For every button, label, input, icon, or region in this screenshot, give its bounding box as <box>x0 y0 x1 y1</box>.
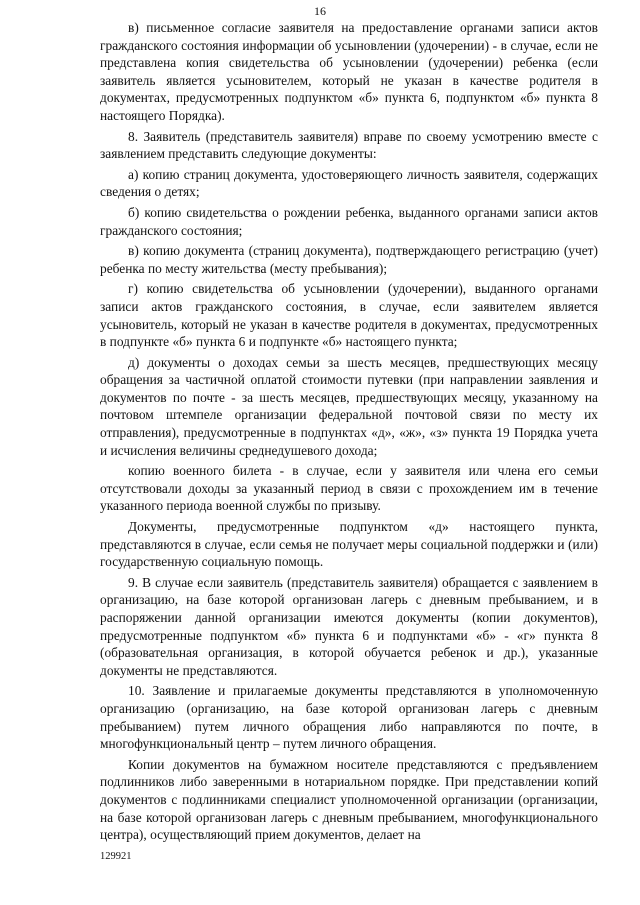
page-number: 16 <box>314 4 326 18</box>
document-body <box>100 19 598 844</box>
paragraph-8a-identity-copy: а) копию страниц документа, удостоверяющего личность заявителя, содержащих сведения о детях; <box>100 166 598 200</box>
paragraph-9: 9. В случае если заявитель (представитель заявителя) обращается с заявлением в организацию, на базе которой организован лагерь с дневным пребыванием, и в распоряжении данной организации имеются документы (копии документов), предусмотренные подпунктом «б» пункта 6 и подпунктами «б» - «г» пункта 8 (образовательная организация, в которой обучается ребенок и др.), указанные документы не представляются. <box>100 574 598 678</box>
paragraph-8v-registration: в) копию документа (страниц документа), подтверждающего регистрацию (учет) ребенка по месту жительства (месту пребывания); <box>100 243 598 276</box>
paragraph-7v-consent: в) письменное согласие заявителя на предоставление органами записи актов гражданского состояния информации об усыновлении (удочерении) - в случае, если не представлена копия свидетельства об усыновлении (удочерении) ребенка (если заявитель является усыновителем, который не указан в качестве родителя в документах, предусмотренных подпунктом «б» пункта 6, подпунктом «б» пункта 8 настоящего Порядка). <box>100 20 598 123</box>
paragraph-copies: Копии документов на бумажном носителе представляются с предъявлением подлинников либо заверенными в нотариальном порядке. При представлении копий документов с подлинниками специалист уполномоченной организации (организации, на базе которой организован лагерь с дневным пребыванием, многофункционального центра), осуществляющий прием документов, делает на <box>100 756 598 843</box>
footer-document-code: 129921 <box>100 851 132 862</box>
paragraph-documents-note: Документы, предусмотренные подпунктом «д» настоящего пункта, представляются в случае, если семья не получает меры социальной поддержки и (или) государственную социальную помощь. <box>100 519 598 570</box>
paragraph-10: 10. Заявление и прилагаемые документы представляются в уполномоченную организацию (организацию, на базе которой организован лагерь с дневным пребыванием) путем личного обращения либо направляются по почте, в многофункциональный центр – путем личного обращения. <box>100 683 598 752</box>
paragraph-8g-adoption-certificate: г) копию свидетельства об усыновлении (удочерении), выданного органами записи актов гражданского состояния, в случае, если заявителем является усыновитель, который не указан в качестве родителя в документах, предусмотренных в подпункте «б» пункта 6 и подпункте «б» настоящего пункта; <box>100 281 598 350</box>
paragraph-8b-birth-certificate: б) копию свидетельства о рождении ребенка, выданного органами записи актов гражданского состояния; <box>100 204 598 238</box>
paragraph-8-intro: 8. Заявитель (представитель заявителя) вправе по своему усмотрению вместе с заявлением представить следующие документы: <box>100 128 598 162</box>
paragraph-8d-income-documents: д) документы о доходах семьи за шесть месяцев, предшествующих месяцу обращения за частичной оплатой стоимости путевки (при направлении заявления и документов по почте - за шесть месяцев, предшествующих месяцу, указанному на почтовом штемпеле организации федеральной почтовой связи по месту их отправления), предусмотренные в подпунктах «д», «ж», «з» пункта 19 Порядка учета и исчисления величины среднедушевого дохода; <box>100 354 598 458</box>
paragraph-military-id: копию военного билета - в случае, если у заявителя или члена его семьи отсутствовали доходы за указанный период в связи с прохождением им в течение указанного периода военной службы по призыву. <box>100 463 598 514</box>
